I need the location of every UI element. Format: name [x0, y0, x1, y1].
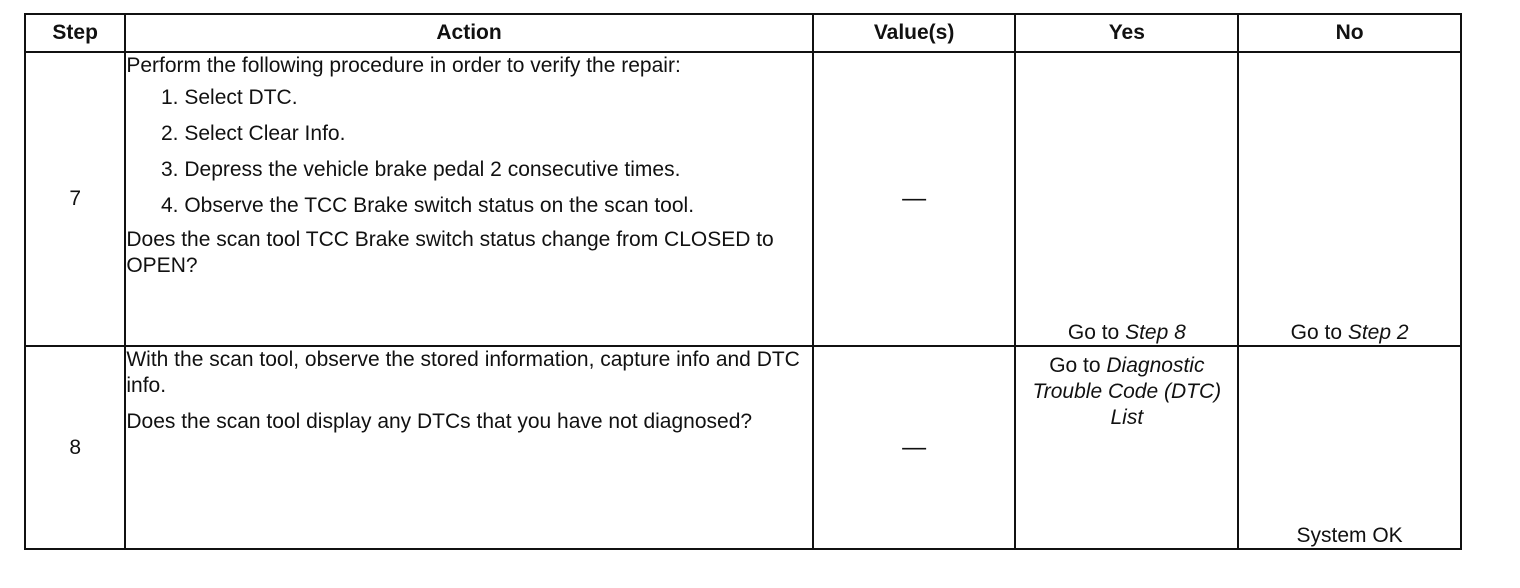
- no-prefix: Go to: [1290, 321, 1348, 344]
- yes-prefix: Go to: [1049, 354, 1107, 377]
- header-values: Value(s): [813, 14, 1016, 52]
- header-step: Step: [25, 14, 125, 52]
- yes-cell: [1015, 52, 1238, 346]
- action-question: Does the scan tool display any DTCs that you have not diagnosed?: [126, 410, 753, 433]
- procedure-step: 3. Depress the vehicle brake pedal 2 consecutive times.: [184, 157, 811, 183]
- procedure-step: 4. Observe the TCC Brake switch status on the scan tool.: [184, 193, 811, 219]
- table-row-step-7: [25, 52, 1461, 346]
- yes-cell: [1015, 346, 1238, 549]
- header-no: No: [1238, 14, 1461, 52]
- table-header-row: [25, 14, 1461, 52]
- yes-prefix: Go to: [1067, 321, 1126, 344]
- action-cell: [125, 52, 812, 346]
- value-cell: —: [813, 346, 1016, 549]
- step-number: 7: [25, 52, 125, 346]
- diagnostic-table: [24, 13, 1462, 550]
- procedure-step: 1. Select DTC.: [184, 85, 811, 111]
- header-action: Action: [125, 14, 812, 52]
- no-link-step-2[interactable]: Step 2: [1347, 321, 1409, 344]
- action-question: Does the scan tool TCC Brake switch status change from CLOSED to OPEN?: [126, 228, 774, 277]
- action-cell: [125, 346, 812, 549]
- action-intro: With the scan tool, observe the stored information, capture info and DTC info.: [126, 348, 800, 397]
- header-yes: Yes: [1015, 14, 1238, 52]
- yes-link-step-8[interactable]: Step 8: [1125, 321, 1186, 344]
- yes-link-dtc-list[interactable]: Diagnostic Trouble Code (DTC) List: [1032, 354, 1222, 429]
- no-cell: System OK: [1238, 346, 1461, 549]
- table-row-step-8: [25, 346, 1461, 549]
- diagnostic-table-container: [24, 13, 1462, 550]
- procedure-list: [126, 85, 811, 219]
- no-cell: [1238, 52, 1461, 346]
- value-cell: —: [813, 52, 1016, 346]
- action-intro: Perform the following procedure in order to verify the repair:: [126, 54, 681, 77]
- procedure-step: 2. Select Clear Info.: [184, 121, 811, 147]
- step-number: 8: [25, 346, 125, 549]
